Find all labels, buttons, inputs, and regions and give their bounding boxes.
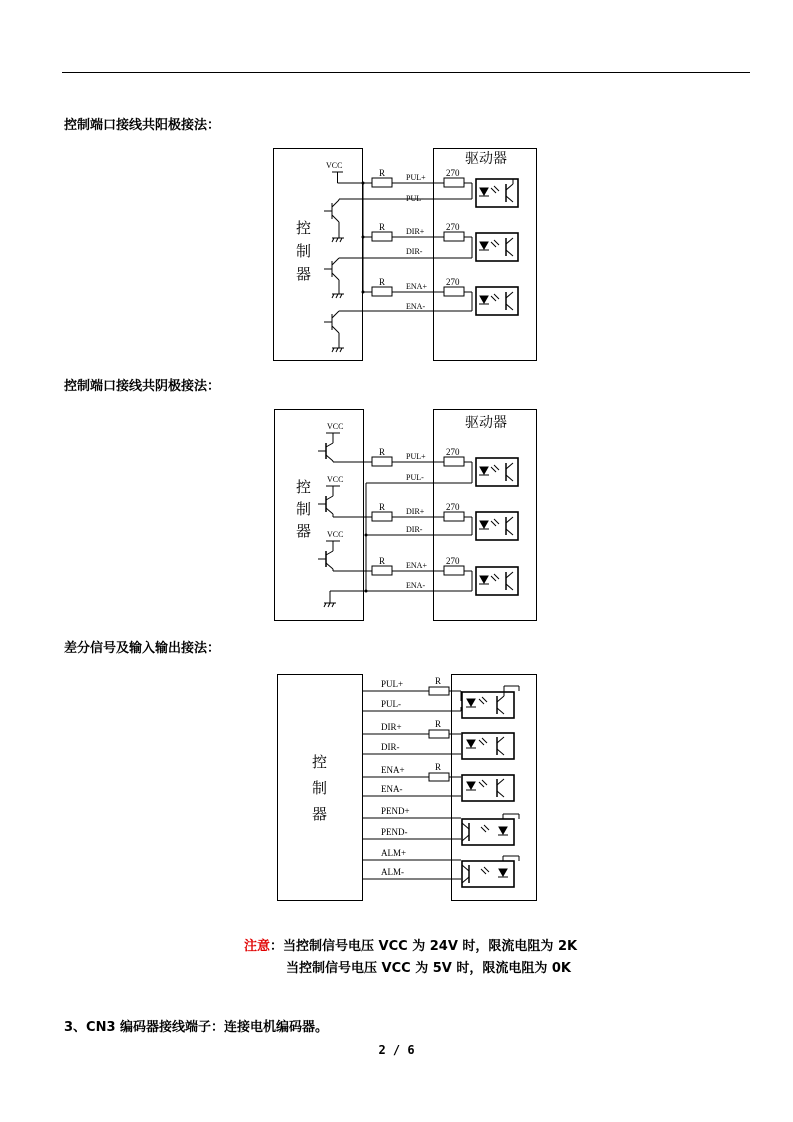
svg-text:R: R: [379, 168, 386, 178]
svg-text:270: 270: [446, 556, 460, 566]
controller-char-3: 器: [296, 267, 312, 283]
svg-text:ENA+: ENA+: [406, 561, 427, 570]
resistor-270: [444, 178, 464, 187]
svg-text:R: R: [379, 502, 386, 512]
output-optocoupler-1: [451, 814, 519, 845]
svg-text:DIR+: DIR+: [406, 227, 425, 236]
page-number: 2 / 6: [378, 1043, 415, 1057]
pin-rows: [363, 676, 451, 879]
svg-text:ENA-: ENA-: [406, 581, 426, 590]
svg-text:VCC: VCC: [327, 475, 344, 484]
note-label: 注意: [244, 939, 271, 954]
svg-text:270: 270: [446, 502, 460, 512]
diagram-differential: [275, 672, 540, 904]
heading-common-cathode: 控制端口接线共阴极接法：: [64, 379, 221, 394]
channel-pul: [366, 447, 472, 483]
optocoupler-2: [476, 233, 518, 261]
note-text-24v: 当控制信号电压 VCC 为 24V 时，限流电阻为 2K: [283, 939, 578, 954]
pin-label: PUL+: [381, 679, 404, 689]
svg-text:ENA-: ENA-: [406, 302, 426, 311]
svg-text:270: 270: [446, 447, 460, 457]
resistor-label: R: [435, 719, 442, 729]
pin-label: PUL-: [381, 699, 401, 709]
pin-label: ALM-: [381, 867, 404, 877]
controller-char-2: 制: [296, 244, 312, 260]
svg-text:R: R: [379, 222, 386, 232]
svg-text:PUL-: PUL-: [406, 473, 424, 482]
diagram-common-anode: [272, 146, 540, 364]
optocoupler-3: [476, 567, 518, 595]
pin-label: ENA-: [381, 784, 403, 794]
resistor-r: [372, 178, 392, 187]
input-optocoupler-2: [451, 733, 514, 759]
output-optocoupler-2: [451, 856, 519, 887]
svg-text:PUL+: PUL+: [406, 452, 426, 461]
pin-label: DIR-: [381, 742, 400, 752]
note-colon: ：: [270, 939, 284, 954]
diagram-common-cathode: [272, 407, 540, 625]
resistor-r: [429, 773, 449, 781]
svg-text:DIR-: DIR-: [406, 525, 423, 534]
svg-text:R: R: [379, 447, 386, 457]
resistor-label: R: [435, 762, 442, 772]
vcc-label: VCC: [326, 161, 343, 170]
optocoupler-3: [476, 287, 518, 315]
svg-text:VCC: VCC: [327, 422, 344, 431]
svg-text:DIR+: DIR+: [406, 507, 425, 516]
controller-char-2: 制: [312, 781, 328, 797]
pin-label: PEND+: [381, 806, 410, 816]
svg-text:270: 270: [446, 222, 460, 232]
transistor-3: [324, 311, 433, 352]
channel-dir: [362, 222, 473, 258]
controller-char-1: 控: [296, 480, 312, 496]
pin-label: DIR+: [381, 722, 402, 732]
resistor-r: [429, 687, 449, 695]
channel-pul: [363, 168, 472, 203]
channel-ena: [362, 277, 473, 311]
pin-label: ENA+: [381, 765, 405, 775]
resistor-label: R: [435, 676, 442, 686]
resistor-r: [429, 730, 449, 738]
channel-ena: [372, 556, 472, 591]
svg-text:R: R: [379, 277, 386, 287]
controller-char-1: 控: [296, 221, 312, 237]
input-optocoupler-3: [451, 775, 514, 801]
optocoupler-2: [476, 512, 518, 540]
header-rule: [62, 72, 750, 73]
svg-text:VCC: VCC: [327, 530, 344, 539]
driver-label: 驱动器: [465, 415, 507, 431]
controller-box: [274, 149, 363, 361]
optocoupler-1: [476, 179, 518, 207]
controller-char-2: 制: [296, 502, 312, 518]
pin-label: PUL-: [406, 194, 424, 203]
heading-differential: 差分信号及输入输出接法：: [64, 641, 221, 656]
optocoupler-1: [476, 458, 518, 486]
channel-dir: [365, 502, 473, 537]
section-heading-cn3: 3、CN3 编码器接线端子：连接电机编码器。: [64, 1020, 329, 1035]
controller-char-3: 器: [296, 524, 312, 540]
heading-common-anode: 控制端口接线共阳极接法：: [64, 118, 221, 133]
controller-char-1: 控: [312, 755, 328, 771]
svg-text:270: 270: [446, 277, 460, 287]
svg-text:ENA+: ENA+: [406, 282, 427, 291]
note-line-1: [244, 935, 577, 954]
pin-label: ALM+: [381, 848, 407, 858]
note-line-2: 当控制信号电压 VCC 为 5V 时，限流电阻为 0K: [286, 961, 571, 976]
svg-text:DIR-: DIR-: [406, 247, 423, 256]
pin-label: PUL+: [406, 173, 426, 182]
svg-text:R: R: [379, 556, 386, 566]
driver-label: 驱动器: [465, 151, 507, 167]
input-optocoupler-1: [451, 686, 519, 718]
driver-box: [434, 149, 537, 361]
controller-char-3: 器: [312, 807, 328, 823]
pin-label: PEND-: [381, 827, 408, 837]
svg-text:270: 270: [446, 168, 460, 178]
